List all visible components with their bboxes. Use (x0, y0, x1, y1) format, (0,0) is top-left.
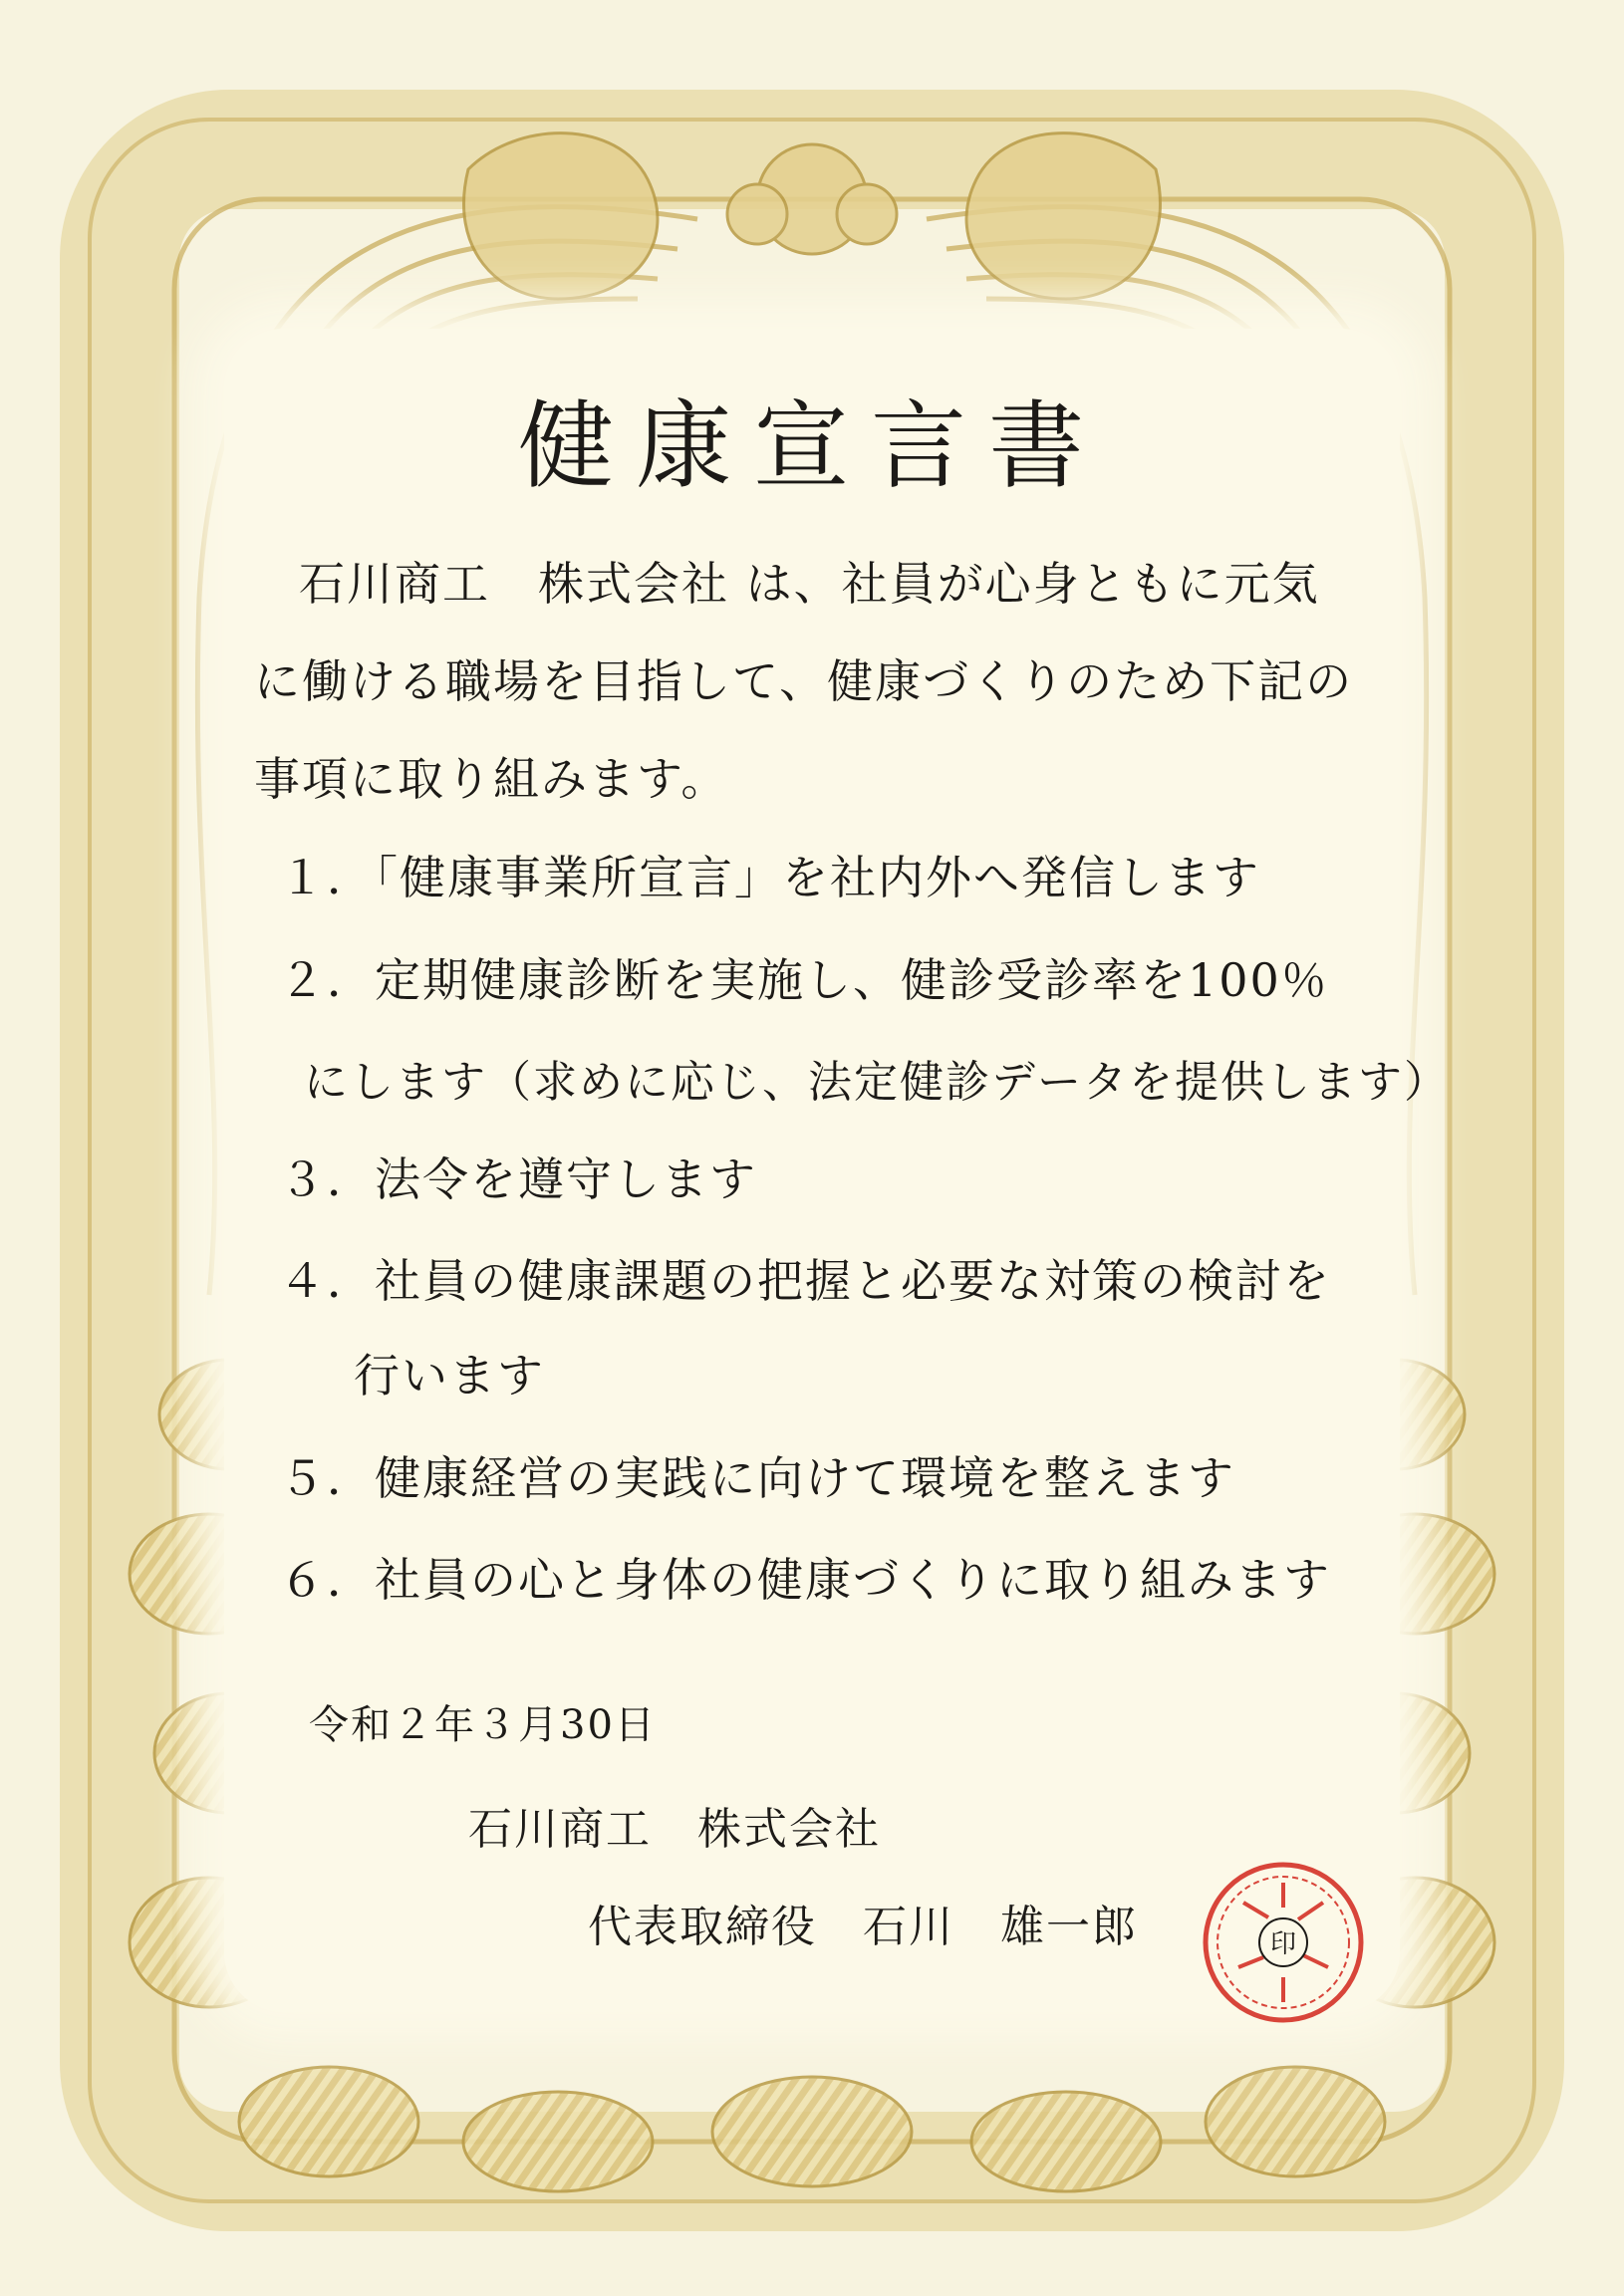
list-item-3 (279, 1144, 757, 1209)
list-item-1 (279, 842, 1260, 907)
item-number: ３． (279, 1152, 375, 1206)
list-item-2 (279, 944, 1329, 1010)
item-number: ５． (279, 1451, 375, 1505)
list-item-5 (279, 1442, 1235, 1508)
intro-line-1-rest: は、社員が心身ともに元気 (729, 557, 1320, 611)
item-number: ２． (279, 953, 375, 1007)
item-number: ６． (279, 1553, 375, 1607)
intro-line-3: 事項に取り組みます。 (254, 752, 729, 806)
signature-line (588, 1891, 1138, 1954)
list-item-6 (279, 1544, 1331, 1610)
document-title: 健康宣言書 (518, 390, 1106, 502)
item-text: 社員の心と身体の健康づくりに取り組みます (375, 1553, 1331, 1607)
item-text: 定期健康診断を実施し、健診受診率を100％ (375, 953, 1329, 1007)
company-seal-stamp (1199, 1858, 1368, 2027)
item-number: ４． (279, 1254, 375, 1308)
issue-date: 令和２年３月30日 (309, 1702, 657, 1748)
item-text: 社員の健康課題の把握と必要な対策の検討を (375, 1254, 1331, 1308)
intro-company: 石川商工 株式会社 (299, 557, 729, 611)
item-text: 「健康事業所宣言」を社内外へ発信します (375, 851, 1260, 904)
signature-name: 石川 雄一郎 (863, 1902, 1138, 1952)
signature-company: 石川商工 株式会社 (468, 1804, 881, 1855)
item-text: 健康経営の実践に向けて環境を整えます (375, 1451, 1235, 1505)
signature-role: 代表取締役 (588, 1902, 817, 1952)
intro-line-2: に働ける職場を目指して、健康づくりのため下記の (254, 654, 1354, 708)
list-item-4-continued: 行います (354, 1349, 545, 1403)
item-number: １． (279, 851, 375, 904)
item-text: 法令を遵守します (375, 1152, 757, 1206)
list-item-4 (279, 1245, 1331, 1311)
seal-mark: 印 (1269, 1929, 1297, 1959)
intro-line-1 (299, 548, 1320, 614)
list-item-2-continued: にします（求めに応じ、法定健診データを提供します） (304, 1057, 1450, 1108)
